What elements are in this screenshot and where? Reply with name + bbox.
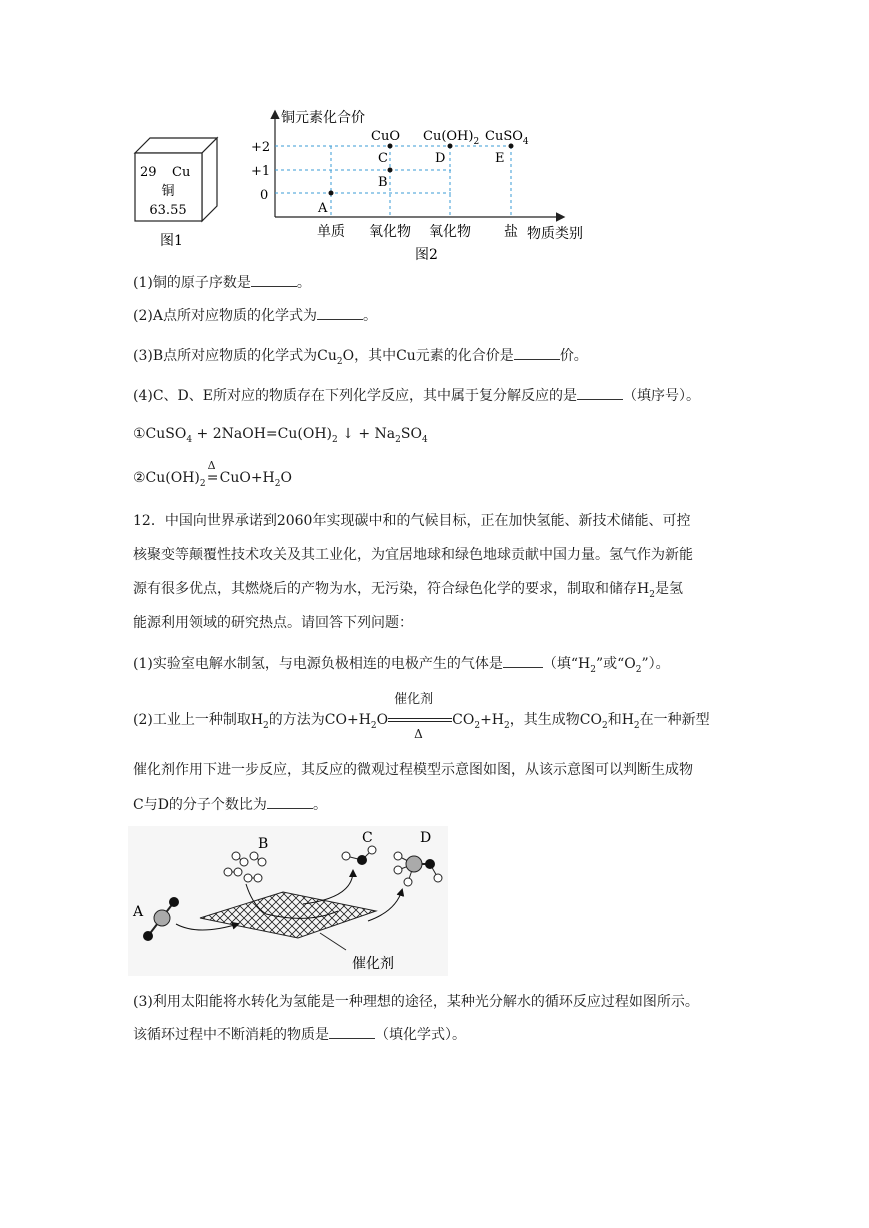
delta-symbol: Δ	[207, 459, 216, 472]
q12-part-2-line-2: 催化剂作用下进一步反应，其反应的微观过程模型示意图如图，从该示意图可以判断生成物	[133, 762, 693, 778]
y-tick-plus2: +2	[251, 140, 271, 155]
point-label-e: E	[495, 151, 505, 166]
q12-part-3-line-1: (3)利用太阳能将水转化为氢能是一种理想的途径，某种光分解水的循环反应过程如图所示。	[133, 994, 699, 1010]
figure-2-valence-chart	[245, 104, 615, 264]
x-axis-label: 物质类别	[527, 226, 583, 242]
y-axis-label: 铜元素化合价	[281, 110, 365, 126]
element-mass: 63.55	[149, 203, 187, 218]
point-e	[509, 144, 514, 149]
point-c	[388, 144, 393, 149]
answer-blank[interactable]	[267, 794, 313, 809]
element-number: 29	[140, 165, 157, 180]
category-salt: 盐	[504, 224, 518, 240]
category-oxide-2: 氧化物	[429, 224, 471, 240]
point-label-a: A	[318, 201, 328, 216]
point-a	[329, 191, 334, 196]
q11-part-4: (4)C、D、E所对应的物质存在下列化学反应，其中属于复分解反应的是 （填序号）。	[133, 385, 700, 406]
catalyst-label: 催化剂	[352, 956, 394, 972]
heat-condition: Δ	[414, 727, 423, 741]
q11-part-3: (3)B点所对应物质的化学式为$Cu_2O$，其中Cu元素的化合价是 价。	[133, 345, 588, 372]
answer-blank[interactable]	[514, 345, 560, 360]
point-label-c: C	[378, 151, 388, 166]
molecule-a-label: A	[133, 904, 144, 920]
reaction-2: $②Cu(OH)_2$ Δ $=CuO+H_2O$	[133, 468, 292, 494]
q12-intro-4: 能源利用领域的研究热点。请回答下列问题：	[133, 615, 413, 631]
molecule-c-label: C	[362, 830, 373, 846]
q12-part-3-line-2: 该循环过程中不断消耗的物质是 （填化学式）。	[133, 1024, 466, 1045]
point-d	[448, 144, 453, 149]
label-cuoh2: $Cu(OH)_2$	[423, 129, 480, 147]
q12-intro-3: 源有很多优点，其燃烧后的产物为水，无污染，符合绿色化学的要求，制取和储存$H_2$是氢	[133, 581, 683, 600]
reaction-1: ①CuSO$_4$ + $2NaOH=Cu(OH)_2$ ↓ + $Na_2SO_4$	[133, 426, 428, 445]
catalyst-reaction-diagram	[128, 826, 448, 976]
q12-part-2: (2)工业上一种制取$H_2$的方法为$CO+H_2O$ 催化剂 Δ $CO_2+H_2$，其生成物$CO_2$和$H_2$在一种新型	[133, 710, 710, 736]
molecule-d-label: D	[420, 830, 432, 846]
q11-part-1: (1)铜的原子序数是 。	[133, 272, 311, 293]
label-cuo: CuO	[371, 129, 400, 144]
figure-1-element-cube	[130, 128, 230, 253]
point-label-d: D	[435, 151, 446, 166]
answer-blank[interactable]	[251, 272, 297, 287]
figure-2-caption: 图2	[415, 247, 438, 263]
catalyst-condition: 催化剂	[394, 692, 434, 707]
point-b	[388, 168, 393, 173]
q11-part-2: (2)A点所对应物质的化学式为 。	[133, 305, 377, 326]
element-symbol: Cu	[172, 165, 191, 180]
q12-part-2-line-3: C与D的分子个数比为 。	[133, 794, 327, 815]
point-label-b: B	[378, 175, 388, 190]
answer-blank[interactable]	[329, 1024, 375, 1039]
category-simple: 单质	[317, 224, 345, 240]
q12-intro-2: 核聚变等颠覆性技术攻关及其工业化，为宜居地球和绿色地球贡献中国力量。氢气作为新能	[133, 547, 693, 563]
y-tick-zero: 0	[260, 188, 269, 203]
figure-1-caption: 图1	[160, 233, 183, 249]
label-cuso4: CuSO$_4$	[485, 129, 529, 147]
answer-blank[interactable]	[577, 385, 623, 400]
q12-intro-1: 12．中国向世界承诺到2060年实现碳中和的气候目标，正在加快氢能、新技术储能、可控	[133, 513, 691, 529]
y-tick-plus1: +1	[251, 164, 271, 179]
answer-blank[interactable]	[503, 653, 543, 668]
element-name: 铜	[161, 184, 175, 199]
answer-blank[interactable]	[317, 305, 363, 320]
category-oxide-1: 氧化物	[369, 224, 411, 240]
molecule-b-label: B	[258, 836, 269, 852]
q12-part-1: (1)实验室电解水制氢，与电源负极相连的电极产生的气体是 （填“$H_2$”或“$O_2$”）。	[133, 653, 670, 680]
